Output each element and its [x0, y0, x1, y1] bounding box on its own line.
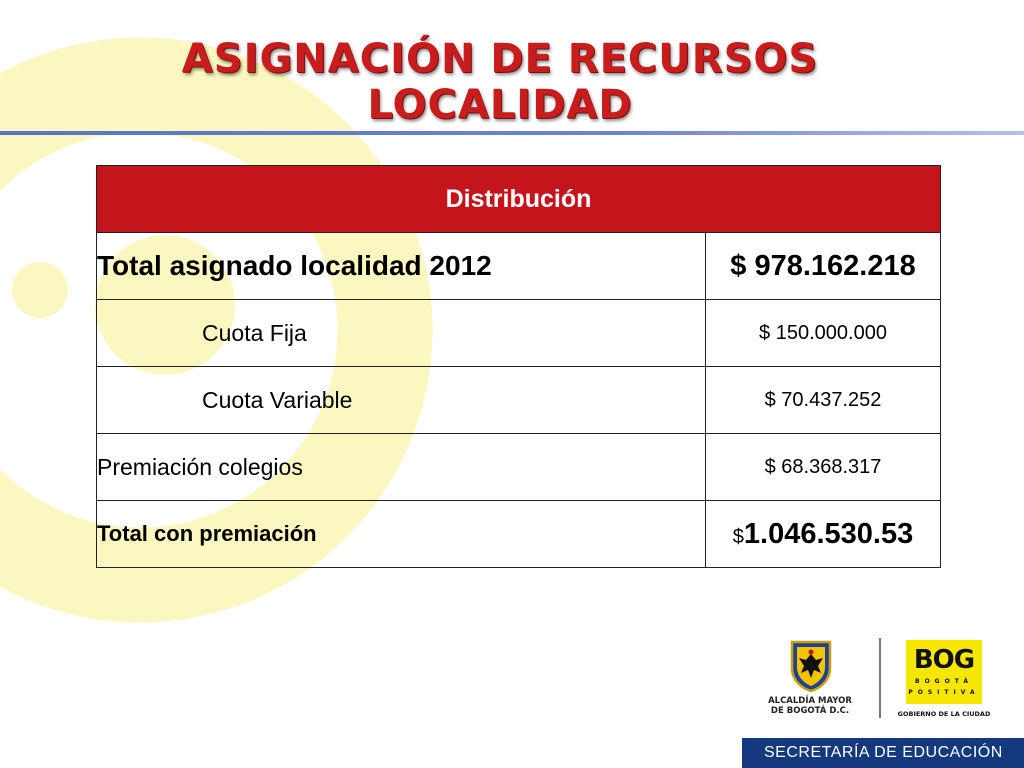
alcaldia-line-1: ALCALDÍA MAYOR [768, 696, 852, 706]
table-header: Distribución [97, 166, 941, 233]
bogota-crest-icon [788, 640, 834, 692]
title-line-2: LOCALIDAD [367, 82, 633, 128]
distribution-table [96, 165, 941, 568]
bogota-positiva-logo [906, 640, 982, 704]
alcaldia-line-2: DE BOGOTÁ D.C. [770, 706, 850, 716]
table-row [97, 233, 941, 300]
gobierno-text: GOBIERNO DE LA CIUDAD [897, 710, 991, 718]
table-row [97, 367, 941, 434]
footer-logos [760, 636, 990, 726]
table-row [97, 501, 941, 568]
alcaldia-text [760, 696, 860, 716]
row-value-cuota-fija: $ 150.000.000 [706, 300, 941, 367]
row-label-premiacion: Premiación colegios [97, 434, 706, 501]
row-label-total-asignado: Total asignado localidad 2012 [97, 233, 706, 300]
title-divider [0, 131, 1024, 135]
total-currency-symbol: $ [732, 525, 744, 548]
table-header-row [97, 166, 941, 233]
row-value-total-asignado: $ 978.162.218 [706, 233, 941, 300]
bog-logo-sub-2: POSITIVA [908, 689, 980, 696]
title-line-1: ASIGNACIÓN DE RECURSOS [181, 36, 819, 82]
row-value-premiacion: $ 68.368.317 [706, 434, 941, 501]
slide-title [180, 36, 820, 128]
table-row [97, 434, 941, 501]
row-label-total-premiacion: Total con premiación [97, 501, 706, 568]
total-amount: 1.046.530.53 [743, 517, 914, 550]
row-label-cuota-fija: Cuota Fija [97, 300, 706, 367]
row-value-cuota-variable: $ 70.437.252 [706, 367, 941, 434]
row-value-total-premiacion [706, 501, 941, 568]
table-row [97, 300, 941, 367]
secretaria-banner: SECRETARÍA DE EDUCACIÓN [742, 738, 1024, 768]
bog-logo-word: BOG [913, 645, 975, 675]
logo-separator [879, 638, 881, 718]
row-label-cuota-variable: Cuota Variable [97, 367, 706, 434]
bog-logo-sub-1: BOGOTÁ [915, 678, 973, 685]
